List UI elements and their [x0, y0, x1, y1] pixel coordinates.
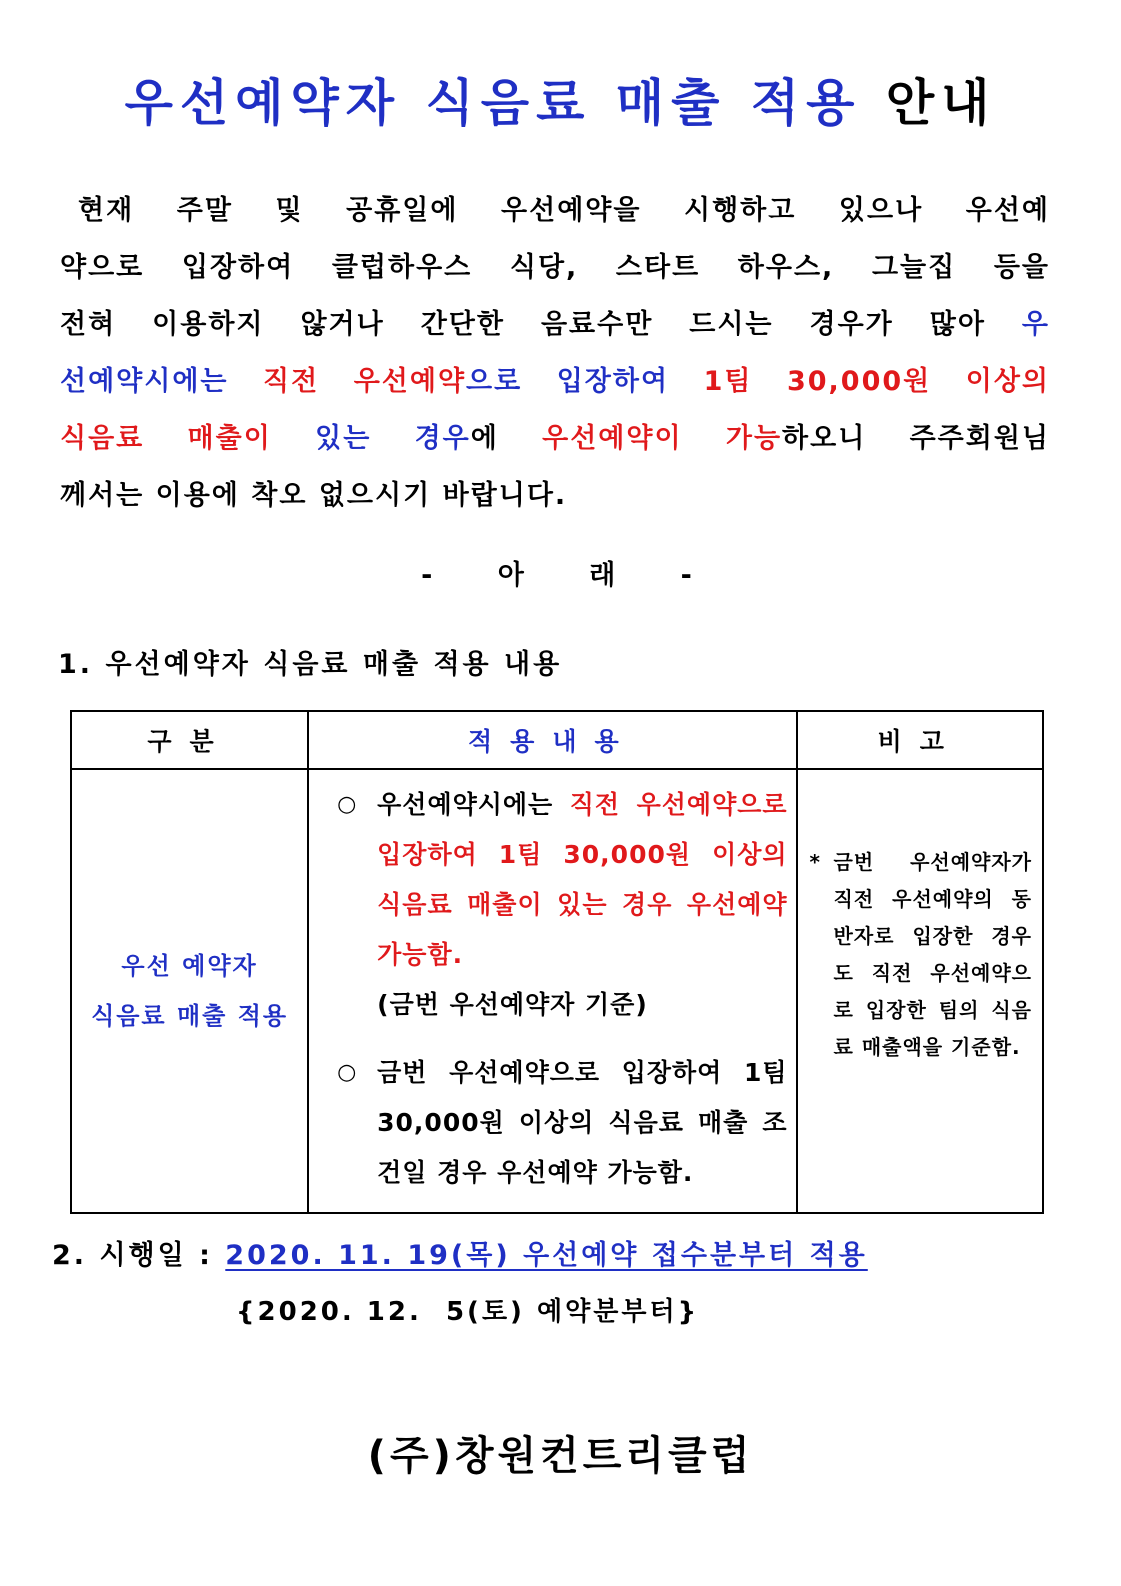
below-label: - 아 래 -: [421, 560, 700, 591]
intro-line-6: 께서는 이용에 착오 없으시기 바랍니다.: [60, 480, 568, 511]
table-row: [71, 769, 1043, 1213]
section-1-heading: 1. 우선예약자 식음료 매출 적용 내용: [58, 649, 563, 680]
category-line-1: 우선 예약자: [121, 952, 258, 980]
intro-line-5-text: 에: [470, 423, 543, 454]
intro-line-5-blue: 있는 경우: [315, 423, 471, 454]
content-cell: [308, 769, 796, 1213]
intro-line-4-blue-2: 으로 입장하여: [466, 366, 704, 397]
intro-line-4-red: 직전 우선예약: [263, 366, 467, 397]
effective-date-label: 2. 시행일 :: [52, 1240, 226, 1271]
header-remarks: 비고: [797, 711, 1043, 769]
intro-line-4: [60, 353, 1050, 410]
effective-date: 2020. 11. 19(목) 우선예약 접수분부터 적용: [225, 1240, 868, 1271]
intro-line-3-blue: 우: [1021, 309, 1050, 340]
content-item-2: [337, 1048, 787, 1198]
page-title: [0, 68, 1121, 138]
effective-date-sub: {2020. 12. 5(토) 예약분부터}: [236, 1297, 700, 1327]
title-highlight: 우선예약자 식음료 매출 적용: [124, 74, 862, 132]
intro-line-4-red-2: 1팀 30,000원 이상의: [703, 366, 1050, 397]
intro-line-5-red: 식음료 매출이: [60, 423, 316, 454]
category-cell: [71, 769, 308, 1213]
table-header-row: [71, 711, 1043, 769]
remarks-cell: [797, 769, 1043, 1213]
intro-line-5-text-2: 하오니 주주회원님: [782, 423, 1050, 454]
asterisk-icon: *: [809, 850, 821, 874]
title-suffix: 안내: [885, 74, 997, 132]
item-1-lead: 우선예약시에는: [377, 790, 570, 819]
bullet-icon: ○: [337, 792, 358, 817]
item-1-condition: 직전 우선예약으로 입장하여 1팀 30,000원 이상의 식음료 매출이 있는 경우 우선예약 가능함.: [377, 790, 788, 969]
intro-line-4-blue: 선예약시에는: [60, 366, 264, 397]
intro-line-2: 약으로 입장하여 클럽하우스 식당, 스타트 하우스, 그늘집 등을: [60, 252, 1050, 283]
content-item-1: [337, 780, 787, 1030]
organization-name: (주)창원컨트리클럽: [367, 1433, 754, 1479]
intro-paragraph: [60, 182, 1050, 524]
section-2-heading: [52, 1233, 868, 1272]
bullet-icon: ○: [337, 1060, 358, 1085]
item-2-text: 금번 우선예약으로 입장하여 1팀 30,000원 이상의 식음료 매출 조건일 경우 우선예약 가능함.: [377, 1058, 788, 1187]
application-table: [70, 710, 1044, 1214]
intro-line-1: 현재 주말 및 공휴일에 우선예약을 시행하고 있으나 우선예: [78, 195, 1050, 226]
item-1-note: (금번 우선예약자 기준): [377, 990, 648, 1019]
intro-line-5-red-2: 우선예약이 가능: [542, 423, 783, 454]
intro-line-3-text: 전혀 이용하지 않거나 간단한 음료수만 드시는 경우가 많아: [60, 309, 1022, 340]
intro-line-5: [60, 410, 1050, 467]
header-content: 적용내용: [308, 711, 796, 769]
remarks-text: 금번 우선예약자가 직전 우선예약의 동반자로 입장한 경우도 직전 우선예약으로 입장한 팀의 식음료 매출액을 기준함.: [833, 850, 1032, 1059]
category-line-2: 식음료 매출 적용: [91, 1002, 289, 1030]
intro-line-3: [60, 296, 1050, 353]
header-category: 구분: [71, 711, 308, 769]
